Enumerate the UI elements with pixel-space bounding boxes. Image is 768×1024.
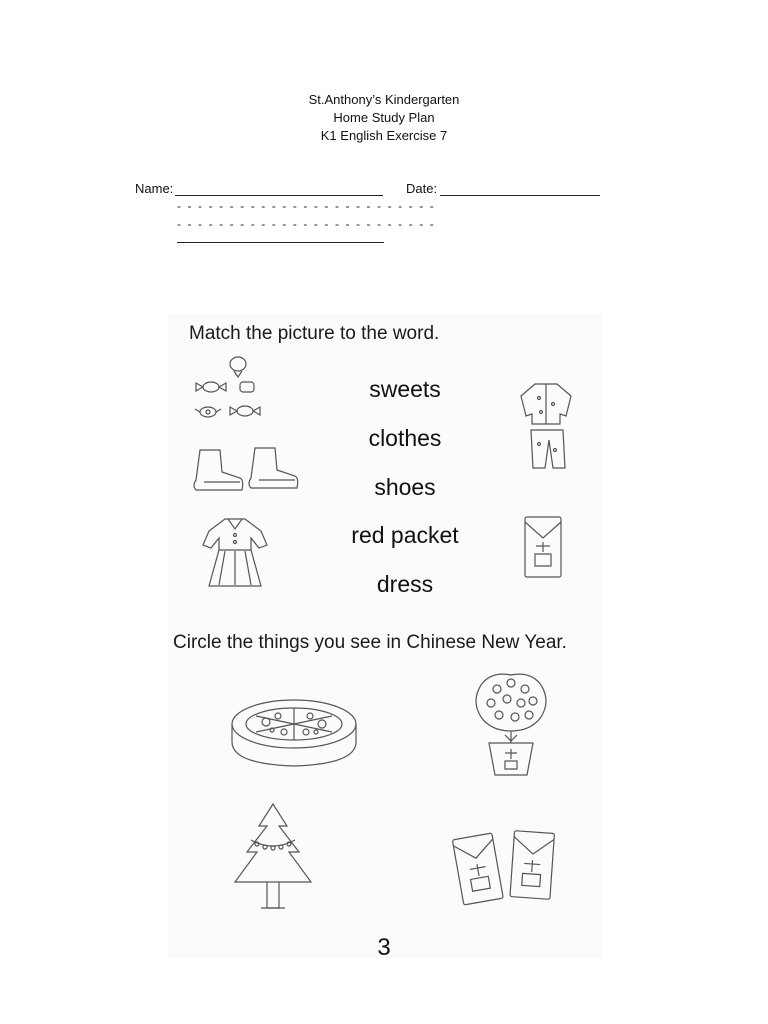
word-shoes[interactable]: shoes	[374, 474, 436, 500]
school-name: St.Anthony’s Kindergarten	[308, 92, 460, 107]
date-label: Date:	[406, 181, 438, 196]
word-dress[interactable]: dress	[376, 571, 434, 597]
dress-picture[interactable]	[198, 515, 273, 590]
word-clothes[interactable]: clothes	[368, 425, 442, 451]
christmas-tree-picture[interactable]	[233, 800, 313, 914]
shoes-picture[interactable]	[190, 444, 305, 496]
dashed-writing-line: - - - - - - - - - - - - - - - - - - - - - - - - -	[177, 217, 436, 231]
word-red-packet[interactable]: red packet	[351, 522, 459, 548]
dashed-writing-line: - - - - - - - - - - - - - - - - - - - - - - - - -	[177, 199, 436, 213]
circle-instruction: Circle the things you see in Chinese New Year.	[173, 632, 567, 653]
writing-baseline	[177, 228, 384, 243]
red-packet-picture[interactable]	[522, 514, 564, 580]
name-field[interactable]	[175, 181, 383, 196]
candy-box-picture[interactable]	[226, 694, 362, 770]
sweets-picture[interactable]	[190, 355, 270, 425]
clothes-picture[interactable]	[517, 380, 577, 472]
page-number: 3	[377, 934, 391, 961]
word-sweets[interactable]: sweets	[369, 376, 441, 402]
kumquat-tree-picture[interactable]	[469, 667, 553, 779]
name-label: Name:	[135, 181, 174, 196]
red-packets-picture[interactable]	[450, 826, 562, 910]
match-instruction: Match the picture to the word.	[189, 323, 440, 344]
exercise-title: K1 English Exercise 7	[320, 128, 448, 143]
date-field[interactable]	[440, 181, 600, 196]
plan-title: Home Study Plan	[333, 110, 435, 125]
